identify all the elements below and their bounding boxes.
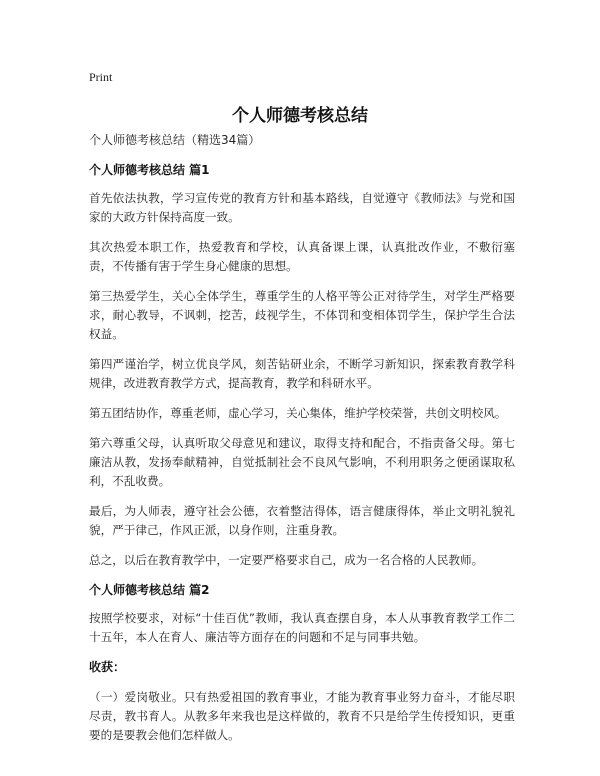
paragraph: 总之，以后在教育教学中，一定要严格要求自己，成为一名合格的人民教师。	[89, 553, 484, 567]
paragraph: 第三热爱学生，关心全体学生，尊重学生的人格平等公正对待学生，对学生严格要求，耐心教导，不讽刺，挖苦，歧视学生，不体罚和变相体罚学生，保护学生合法权益。	[89, 289, 515, 341]
paragraph: 第六尊重父母，认真听取父母意见和建议，取得支持和配合，不指责备父母。第七廉洁从教，发扬奉献精神，自觉抵制社会不良风气影响，不利用职务之便函谋取私利，不乱收费。	[89, 436, 515, 488]
section-heading-1: 个人师德考核总结 篇1	[89, 163, 210, 177]
paragraph: 按照学校要求，对标“十佳百优”教师，我认真查摆自身，本人从事教育教学工作二十五年，本人在育人、廉洁等方面存在的问题和不足与同事共勉。	[89, 611, 515, 644]
gains-subheading: 收获：	[89, 660, 126, 674]
page-title: 个人师德考核总结	[232, 106, 368, 126]
document-intro: 个人师德考核总结（精选34篇）	[89, 133, 261, 147]
document-body	[89, 131, 515, 756]
paragraph: （一）爱岗敬业。只有热爱祖国的教育事业，才能为教育事业努力奋斗，才能尽职尽责，教书育人。从教多年来我也是这样做的，教育不只是给学生传授知识，更重要的是要教会他们怎样做人。	[89, 690, 515, 742]
paragraph: 其次热爱本职工作，热爱教育和学校，认真备课上课，认真批改作业，不敷衍塞责，不传播有害于学生身心健康的思想。	[89, 240, 515, 273]
paragraph: 第四严谨治学，树立优良学风，刻苦钻研业余，不断学习新知识，探索教育教学科规律，改进教育教学方式，提高教育，教学和科研水平。	[89, 357, 515, 390]
paragraph: 最后，为人师表，遵守社会公德，衣着整洁得体，语言健康得体，举止文明礼貌礼貌，严于律己，作风正派，以身作则，注重身教。	[89, 504, 515, 537]
paragraph: 首先依法执教，学习宣传党的教育方针和基本路线，自觉遵守《教师法》与党和国家的大政方针保持高度一致。	[89, 191, 515, 224]
paragraph: 第五团结协作，尊重老师，虚心学习，关心集体，维护学校荣誉，共创文明校风。	[89, 406, 507, 420]
section-heading-2: 个人师德考核总结 篇2	[89, 583, 210, 597]
print-link[interactable]: Print	[89, 70, 113, 84]
